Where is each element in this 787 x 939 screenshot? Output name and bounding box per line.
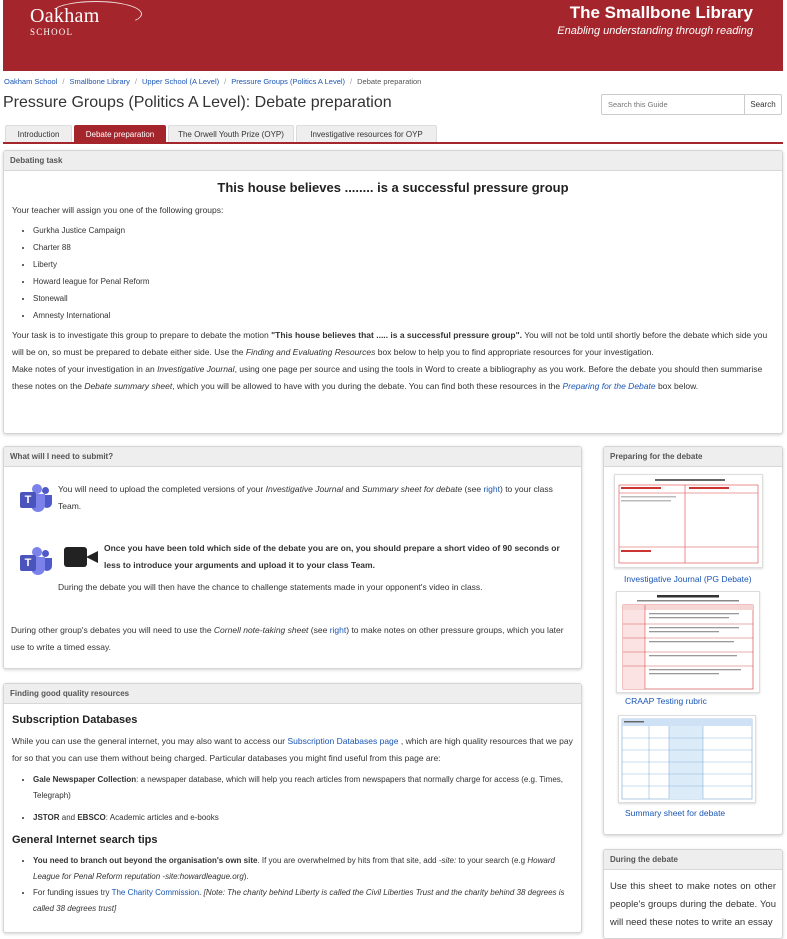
list-item: • JSTOR and EBSCO: Academic articles and e-books <box>33 810 573 826</box>
teams-icon: T <box>18 482 54 514</box>
library-title-block[interactable] <box>557 3 753 37</box>
resources-box <box>3 683 582 933</box>
during-debate-text: Use this sheet to make notes on other people's groups during the debate. You will need these notes to write an essay <box>610 881 776 928</box>
box-header: Preparing for the debate <box>604 447 782 467</box>
preparing-link[interactable]: Preparing for the Debate <box>562 381 656 391</box>
subscription-paragraph: While you can use the general internet, you may also want to access our Subscription Databases page , which are high quality resources that we pay for so that you can use them without being charged. Particular databases you might find useful from this page are: <box>12 736 573 763</box>
box-header: What will I need to submit? <box>4 447 581 467</box>
box-header: Debating task <box>4 151 782 171</box>
craap-thumbnail[interactable] <box>616 591 760 693</box>
tab-orwell-youth-prize[interactable]: The Orwell Youth Prize (OYP) <box>168 125 294 142</box>
list-item: • Gale Newspaper Collection: a newspaper database, which will help you reach articles from newspapers that normally charge for access (e.g. Times, Telegraph) <box>33 772 573 804</box>
challenge-note: During the debate you will then have the chance to challenge statements made in your opponent's video in class. <box>58 582 483 592</box>
guide-search <box>601 94 782 115</box>
groups-intro: Your teacher will assign you one of the following groups: <box>12 205 224 215</box>
summary-thumbnail[interactable] <box>618 715 756 803</box>
list-item: • Charter 88 <box>33 239 774 256</box>
guide-tabs <box>3 125 783 144</box>
subscription-databases-link[interactable]: Subscription Databases page <box>287 736 399 746</box>
journal-thumbnail[interactable] <box>614 474 763 568</box>
list-item: • Amnesty International <box>33 307 774 324</box>
list-item: • Stonewall <box>33 290 774 307</box>
breadcrumb-smallbone[interactable]: Smallbone Library <box>69 77 130 86</box>
breadcrumb-current: Debate preparation <box>357 77 422 86</box>
logo-sub: SCHOOL <box>30 27 74 37</box>
breadcrumb-upper-school[interactable]: Upper School (A Level) <box>142 77 220 86</box>
preparing-box <box>603 446 783 835</box>
journal-paragraph: Make notes of your investigation in an Investigative Journal, using one page per source and using the tools in Word to create a bibliography as you work. Before the debate you should then summarise these notes on the Debate summary sheet, which you will be allowed to have with you during the debate. You can find both these resources in the Preparing for the Debate box below. <box>12 364 763 391</box>
submit-box <box>3 446 582 669</box>
box-body <box>4 179 782 395</box>
charity-commission-link[interactable]: The Charity Commission <box>111 888 200 897</box>
logo-arc <box>50 1 142 27</box>
page-title: Pressure Groups (Politics A Level): Debate preparation <box>3 94 392 111</box>
box-header: Finding good quality resources <box>4 684 581 704</box>
box-header: During the debate <box>604 850 782 870</box>
teams-icon: T <box>18 545 54 577</box>
oakham-logo[interactable] <box>30 5 100 37</box>
list-item: • Gurkha Justice Campaign <box>33 222 774 239</box>
search-tips-heading: General Internet search tips <box>12 834 158 846</box>
subscription-heading: Subscription Databases <box>12 714 138 726</box>
tab-debate-preparation[interactable]: Debate preparation <box>74 125 166 142</box>
right-link[interactable]: right <box>329 625 347 635</box>
breadcrumb: Oakham School / Smallbone Library / Upper School (A Level) / Pressure Groups (Politics A Level) / Debate preparation <box>4 77 422 86</box>
list-item: • For funding issues try The Charity Commission. [Note: The charity behind Liberty is called the Civil Liberties Trust and the charity behind 38 degrees is called 38 degrees trust] <box>33 885 573 917</box>
task-paragraph: Your task is to investigate this group to prepare to debate the motion "This house believes that ..... is a successful pressure group". You will not be told until shortly before the debate which side you will be on, so must be prepared to debate either side. Use the Finding and Evaluating Resources box below to help you to find appropriate resources for your investigation. <box>12 330 768 357</box>
video-camera-icon <box>64 545 98 567</box>
database-list <box>12 772 573 826</box>
cornell-instructions: During other group's debates you will need to use the Cornell note-taking sheet (see right) to make notes on other pressure groups, which you later use to write a timed essay. <box>11 625 564 652</box>
site-header <box>3 0 783 71</box>
debate-motion-heading: This house believes ........ is a successful pressure group <box>217 180 569 195</box>
video-instructions: Once you have been told which side of the debate you are on, you should prepare a short video of 90 seconds or less to introduce your arguments and upload it to your class Team. <box>104 543 560 570</box>
box-body <box>4 712 581 917</box>
journal-link[interactable]: Investigative Journal (PG Debate) <box>624 574 752 584</box>
groups-list <box>12 222 774 324</box>
summary-link[interactable]: Summary sheet for debate <box>625 808 726 818</box>
library-title: The Smallbone Library <box>569 3 753 22</box>
tab-introduction[interactable]: Introduction <box>5 125 72 142</box>
list-item: • Howard league for Penal Reform <box>33 273 774 290</box>
list-item: • You need to branch out beyond the organisation's own site. If you are overwhelmed by hits from that site, add -site: to your search (e.g Howard League for Penal Reform reputation -site:howardleague.org). <box>33 853 573 885</box>
right-link[interactable]: right <box>483 484 500 494</box>
logo-name: Oakham <box>30 5 100 27</box>
search-input[interactable] <box>601 94 744 115</box>
breadcrumb-oakham[interactable]: Oakham School <box>4 77 58 86</box>
search-button[interactable]: Search <box>744 94 782 115</box>
debating-task-box <box>3 150 783 434</box>
library-tagline: Enabling understanding through reading <box>557 25 753 37</box>
search-tips-list <box>12 853 573 917</box>
tab-investigative-resources[interactable]: Investigative resources for OYP <box>296 125 437 142</box>
breadcrumb-pressure-groups[interactable]: Pressure Groups (Politics A Level) <box>231 77 346 86</box>
craap-link[interactable]: CRAAP Testing rubric <box>625 696 707 706</box>
list-item: • Liberty <box>33 256 774 273</box>
upload-instructions: You will need to upload the completed versions of your Investigative Journal and Summary sheet for debate (see right) to your class Team. <box>58 484 553 511</box>
